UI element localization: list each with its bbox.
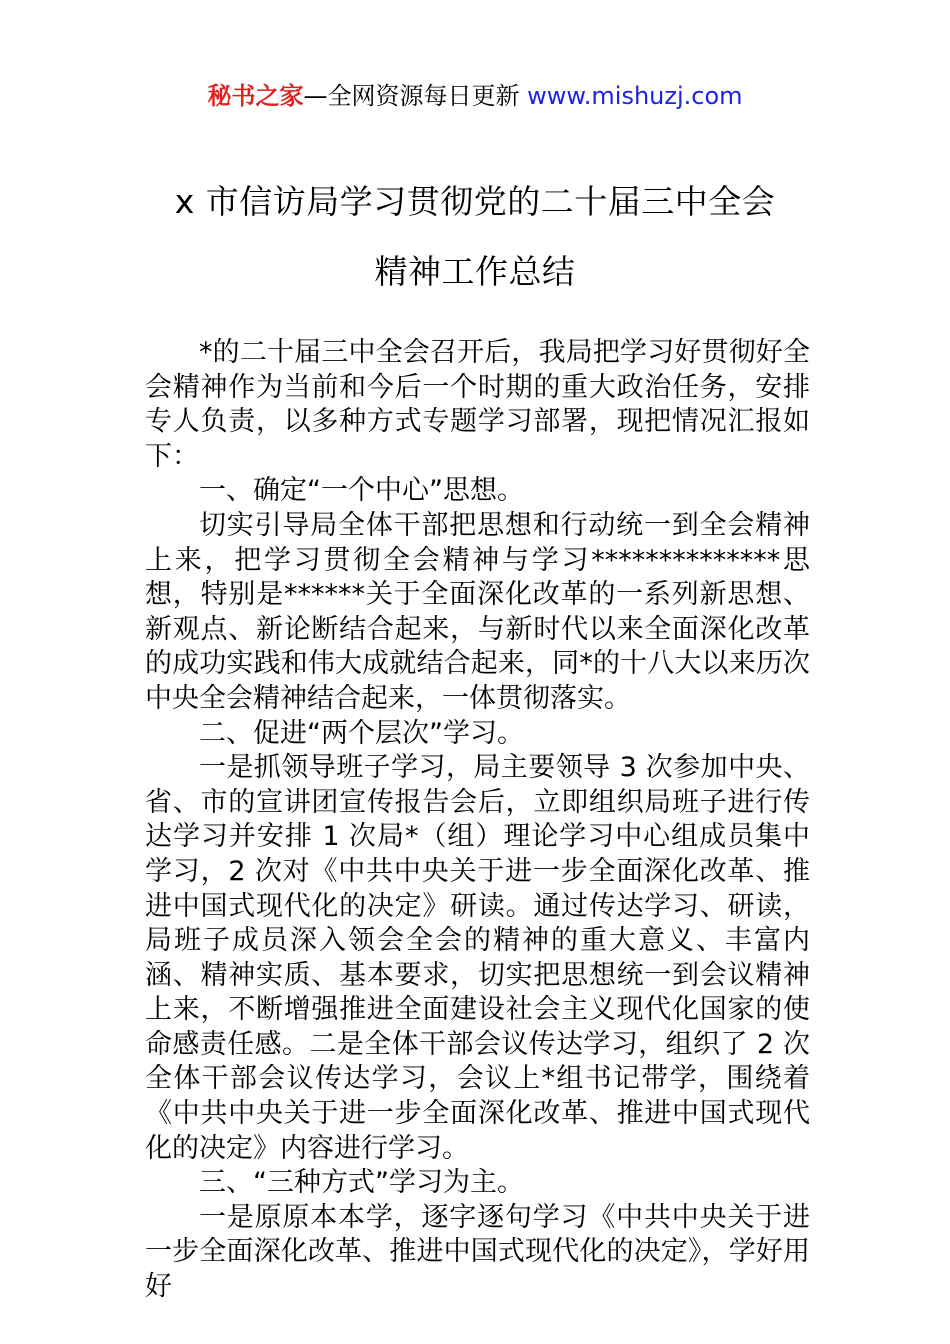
section-2-paragraph: 一是抓领导班子学习，局主要领导 3 次参加中央、省、市的宣讲团宣传报告会后，立即组织局班子进行传达学习并安排 1 次局*（组）理论学习中心组成员集中学习，2 次对《中共中央关于进一步全面深化改革、推进中国式现代化的决定》研读。通过传达学习、研读，局班子成员深入领会全会的精神的重大意义、丰富内涵、精神实质、基本要求，切实把思想统一到会议精神上来，不断增强推进全面建设社会主义现代化国家的使命感责任感。二是全体干部会议传达学习，组织了 2 次全体干部会议传达学习，会议上*组书记带学，围绕着《中共中央关于进一步全面深化改革、推进中国式现代化的决定》内容进行学习。	[145, 752, 810, 1164]
document-title-line-1: x 市信访局学习贯彻党的二十届三中全会	[174, 182, 776, 221]
banner-slogan: —全网资源每日更新	[303, 82, 520, 110]
document-body	[145, 336, 810, 1305]
site-url-link[interactable]: www.mishuzj.com	[527, 82, 743, 110]
site-banner	[0, 80, 950, 112]
section-heading-1: 一、确定“一个中心”思想。	[199, 475, 524, 507]
section-heading-2: 二、促进“两个层次”学习。	[199, 717, 524, 749]
intro-paragraph: *的二十届三中全会召开后，我局把学习好贯彻好全会精神作为当前和今后一个时期的重大政治任务，安排专人负责，以多种方式专题学习部署，现把情况汇报如下：	[145, 337, 810, 472]
section-1-paragraph: 切实引导局全体干部把思想和行动统一到全会精神上来，把学习贯彻全会精神与学习**************思想，特别是******关于全面深化改革的一系列新思想、新观点、新论断结合起来，与新时代以来全面深化改革的成功实践和伟大成就结合起来，同*的十八大以来历次中央全会精神结合起来，一体贯彻落实。	[145, 509, 810, 714]
section-3-paragraph: 一是原原本本学，逐字逐句学习《中共中央关于进一步全面深化改革、推进中国式现代化的决定》，学好用好	[145, 1201, 810, 1303]
document-title-line-2: 精神工作总结	[374, 252, 576, 291]
section-heading-3: 三、“三种方式”学习为主。	[199, 1167, 524, 1199]
brand-name: 秘书之家	[207, 82, 304, 110]
